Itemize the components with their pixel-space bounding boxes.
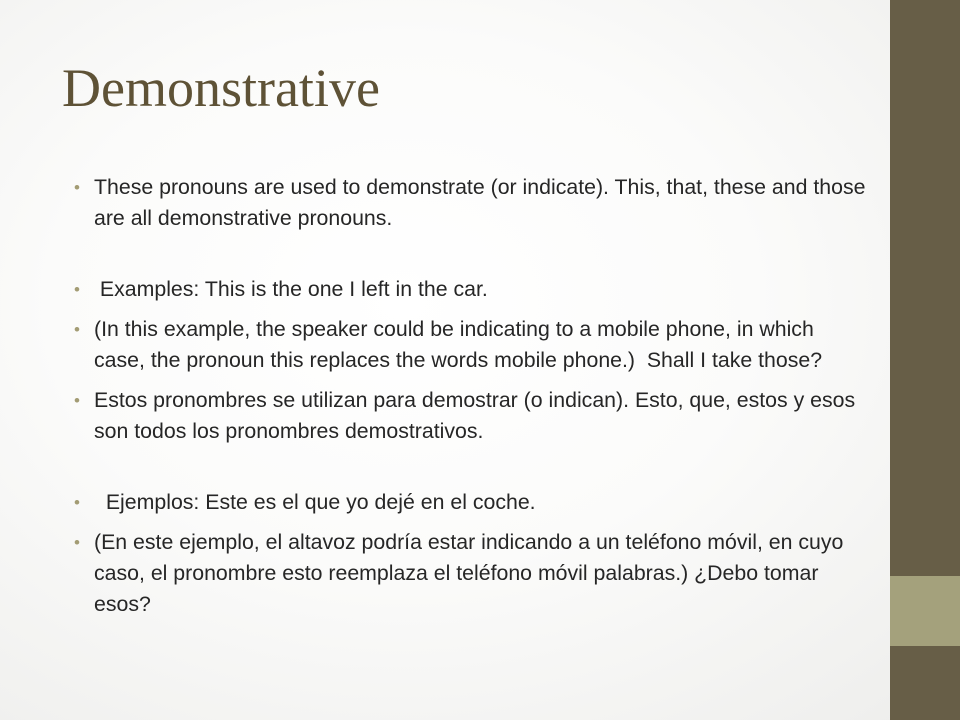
bullet-item xyxy=(70,487,870,518)
bullet-list xyxy=(70,172,870,629)
bullet-item xyxy=(70,274,870,305)
bullet-item xyxy=(70,314,870,376)
bullet-icon: • xyxy=(74,178,80,197)
bullet-item xyxy=(70,385,870,447)
bullet-icon: • xyxy=(74,391,80,410)
bullet-text: These pronouns are used to demonstrate (or indicate). This, that, these and those are all demonstrative pronouns. xyxy=(94,175,872,230)
bullet-text: Ejemplos: Este es el que yo dejé en el coche. xyxy=(94,490,536,514)
bullet-text: Examples: This is the one I left in the car. xyxy=(94,277,488,301)
bullet-item xyxy=(70,172,870,234)
bullet-icon: • xyxy=(74,320,80,339)
bullet-text: Estos pronombres se utilizan para demostrar (o indican). Esto, que, estos y esos son todos los pronombres demostrativos. xyxy=(94,388,862,443)
bullet-icon: • xyxy=(74,493,80,512)
sidebar-accent-block xyxy=(890,576,960,646)
slide-title: Demonstrative xyxy=(62,58,380,118)
bullet-text: (En este ejemplo, el altavoz podría estar indicando a un teléfono móvil, en cuyo caso, el pronombre esto reemplaza el teléfono móvil palabras.) ¿Debo tomar esos? xyxy=(94,530,850,616)
bullet-icon: • xyxy=(74,280,80,299)
bullet-item xyxy=(70,527,870,620)
bullet-icon: • xyxy=(74,533,80,552)
bullet-text: (In this example, the speaker could be indicating to a mobile phone, in which case, the pronoun this replaces the words mobile phone.) Shall I take those? xyxy=(94,317,823,372)
